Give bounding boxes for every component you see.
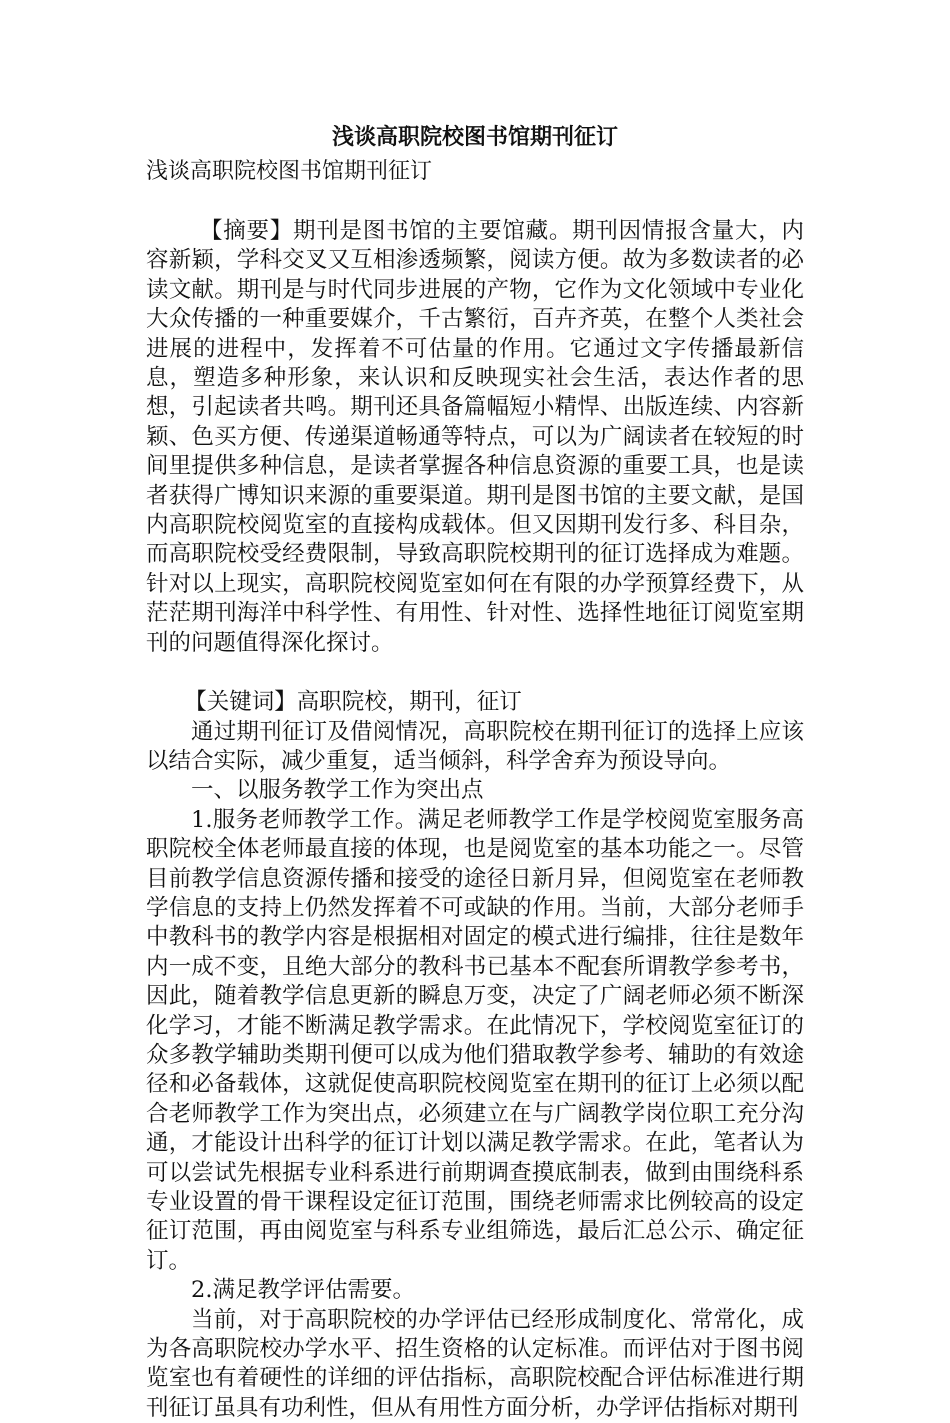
abstract-paragraph: 【摘要】期刊是图书馆的主要馆藏。期刊因情报含量大，内容新颖，学科交叉又互相渗透频繁，阅读方便。故为多数读者的必读文献。期刊是与时代同步进展的产物，它作为文化领域中专业化大众传播的一种重要媒介，千古繁衍，百卉齐英，在整个人类社会进展的进程中，发挥着不可估量的作用。它通过文字传播最新信息，塑造多种形象，来认识和反映现实社会生活，表达作者的思想，引起读者共鸣。期刊还具备篇幅短小精悍、出版连续、内容新颖、色买方便、传递渠道畅通等特点，可以为广阔读者在较短的时间里提供多种信息，是读者掌握各种信息资源的重要工具，也是读者获得广博知识来源的重要渠道。期刊是图书馆的主要文献，是国内高职院校阅览室的直接构成载体。但又因期刊发行多、科目杂，而高职院校受经费限制，导致高职院校期刊的征订选择成为难题。针对以上现实，高职院校阅览室如何在有限的办学预算经费下，从茫茫期刊海洋中科学性、有用性、针对性、选择性地征订阅览室期刊的问题值得深化探讨。 [146,218,804,656]
section-heading-1: 一、以服务教学工作为突出点 [191,777,484,804]
item-1-paragraph: 1.服务老师教学工作。满足老师教学工作是学校阅览室服务高职院校全体老师最直接的体现，也是阅览室的基本功能之一。尽管目前教学信息资源传播和接受的途径日新月异，但阅览室在老师教学信息的支持上仍然发挥着不可或缺的作用。当前，大部分老师手中教科书的教学内容是根据相对固定的模式进行编排，往往是数年内一成不变，且绝大部分的教科书已基本不配套所谓教学参考书，因此，随着教学信息更新的瞬息万变，决定了广阔老师必须不断深化学习，才能不断满足教学需求。在此情况下，学校阅览室征订的众多教学辅助类期刊便可以成为他们猎取教学参考、辅助的有效途径和必备载体，这就促使高职院校阅览室在期刊的征订上必须以配合老师教学工作为突出点，必须建立在与广阔教学岗位职工充分沟通，才能设计出科学的征订计划以满足教学需求。在此，笔者认为可以尝试先根据专业科系进行前期调查摸底制表，做到由围绕科系专业设置的骨干课程设定征订范围，围绕老师需求比例较高的设定征订范围，再由阅览室与科系专业组筛选，最后汇总公示、确定征订。 [146,806,804,1274]
keywords-line: 【关键词】高职院校，期刊，征订 [184,689,522,716]
document-title: 浅谈高职院校图书馆期刊征订 [331,124,618,150]
item-2-paragraph: 当前，对于高职院校的办学评估已经形成制度化、常常化，成为各高职院校办学水平、招生资格的认定标准。而评估对于图书阅览室也有着硬性的详细的评估指标，高职院校配合评估标准进行期刊征订虽具有功利性，但从有用性方面分析，办学评估指标对期刊 [146,1306,804,1421]
document-page [146,117,804,1423]
intro-paragraph: 通过期刊征订及借阅情况，高职院校在期刊征订的选择上应该以结合实际，减少重复，适当倾斜，科学舍弃为预设导向。 [146,718,804,774]
document-subtitle: 浅谈高职院校图书馆期刊征订 [146,159,433,184]
item-2-heading: 2.满足教学评估需要。 [191,1277,415,1304]
